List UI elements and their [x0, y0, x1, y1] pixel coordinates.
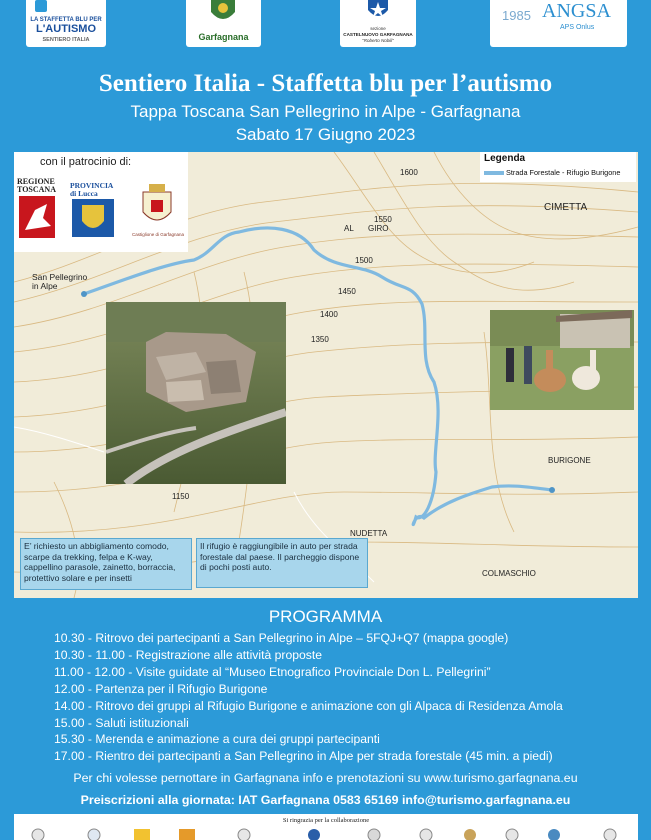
registration-info: Preiscrizioni alla giornata: IAT Garfagnana 0583 65169 info@turismo.garfagnana.eu: [80, 793, 571, 807]
contour-label: 1350: [311, 335, 329, 344]
note-parking: Il rifugio è raggiungibile in auto per strada forestale dal paese. Il parcheggio dispone di pochi posti auto.: [196, 538, 368, 588]
map-label-burigone: BURIGONE: [548, 456, 591, 465]
programma-item: 15.00 - Saluti istituzionali: [54, 715, 189, 730]
programma-list: [54, 630, 644, 765]
logo-angsa: 1985 ANGSA APS Onlus: [490, 0, 627, 47]
event-date: Sabato 17 Giugno 2023: [235, 125, 416, 144]
end-marker-icon: [549, 487, 555, 493]
contour-label: 1600: [400, 168, 418, 177]
event-title: Sentiero Italia - Staffetta blu per l’autismo: [98, 70, 553, 97]
contour-label: 1550: [374, 215, 392, 224]
contour-label: 1400: [320, 310, 338, 319]
patronage-box: [14, 152, 188, 252]
event-subtitle: Tappa Toscana San Pellegrino in Alpe - Garfagnana: [130, 102, 521, 121]
map-label-colmaschio: COLMASCHIO: [482, 569, 536, 578]
map-label-san-pellegrino: San Pellegrino in Alpe: [32, 272, 88, 292]
sponsors-footer: [14, 814, 638, 840]
logo-regione-toscana: REGIONE TOSCANA: [17, 178, 61, 245]
route-map: [14, 152, 638, 598]
legend-route-swatch-icon: [484, 170, 504, 176]
legend-title: Legenda: [484, 153, 526, 164]
castiglione-crest-icon: [137, 182, 177, 228]
programma-item: 10.30 - Ritrovo dei partecipanti a San Pellegrino in Alpe – 5FQJ+Q7 (mappa google): [54, 631, 509, 645]
note-equipment: E’ richiesto un abbigliamento comodo, scarpe da trekking, felpa e K-way, cappellino parasole, zainetto, borraccia, protettivo solare e per insetti: [20, 538, 192, 590]
contour-label: 1150: [172, 492, 190, 501]
logo-garfagnana: Garfagnana: [186, 0, 261, 47]
map-label-cimetta: CIMETTA: [544, 202, 588, 213]
map-legend: [480, 152, 636, 182]
photo-alpaca: [490, 310, 634, 410]
programma-item: 15.30 - Merenda e animazione a cura dei gruppi partecipanti: [54, 732, 380, 747]
logo-cai-castelnuovo: sezione CASTELNUOVO GARFAGNANA "Roberto Nobili": [340, 0, 416, 47]
contour-label: 1500: [355, 256, 373, 265]
legend-item: Strada Forestale - Rifugio Burigone: [506, 168, 621, 177]
programma-title: PROGRAMMA: [268, 607, 383, 626]
accommodation-info: Per chi volesse pernottare in Garfagnana info e prenotazioni su www.turismo.garfagnana.eu: [73, 771, 578, 785]
programma-item: 14.00 - Ritrovo dei gruppi al Rifugio Burigone e animazione con gli Alpaca di Residenza Amola: [54, 698, 563, 713]
cai-star-icon: [366, 0, 390, 22]
pegasus-red-icon: [17, 196, 57, 240]
patronage-label: con il patrocinio di:: [40, 156, 132, 168]
programma-item: 12.00 - Partenza per il Rifugio Burigone: [54, 681, 268, 696]
footer-thanks: Si ringrazia per la collaborazione: [282, 817, 370, 824]
map-label-nudetta: NUDETTA: [350, 529, 388, 538]
map-label-giro: GIRO: [368, 224, 389, 233]
programma-item: 17.00 - Rientro dei partecipanti a San Pellegrino in Alpe per strada forestale (45 min. a piedi): [54, 749, 553, 764]
sponsor-logos: [14, 826, 638, 840]
programma-item: 11.00 - 12.00 - Visite guidate al “Museo Etnografico Provinciale Don L. Pellegrini”: [54, 664, 491, 679]
lucca-emblem-icon: [70, 199, 116, 239]
logo-staffetta-autismo: LA STAFFETTA BLU PER L'AUTISMO SENTIERO ITALIA: [26, 0, 106, 47]
puzzle-icon: [34, 0, 48, 14]
map-label-al: AL: [344, 224, 354, 233]
logo-castiglione: Castiglione di Garfagnana: [130, 182, 186, 238]
garfagnana-emblem-icon: [208, 0, 238, 26]
photo-san-pellegrino-aerial: [106, 302, 286, 484]
programma-item: 10.30 - 11.00 - Registrazione alle attività proposte: [54, 647, 323, 662]
start-marker-icon: [81, 291, 87, 297]
contour-label: 1450: [338, 287, 356, 296]
header-logos: [0, 0, 651, 50]
logo-provincia-lucca: PROVINCIA di Lucca: [70, 182, 118, 244]
